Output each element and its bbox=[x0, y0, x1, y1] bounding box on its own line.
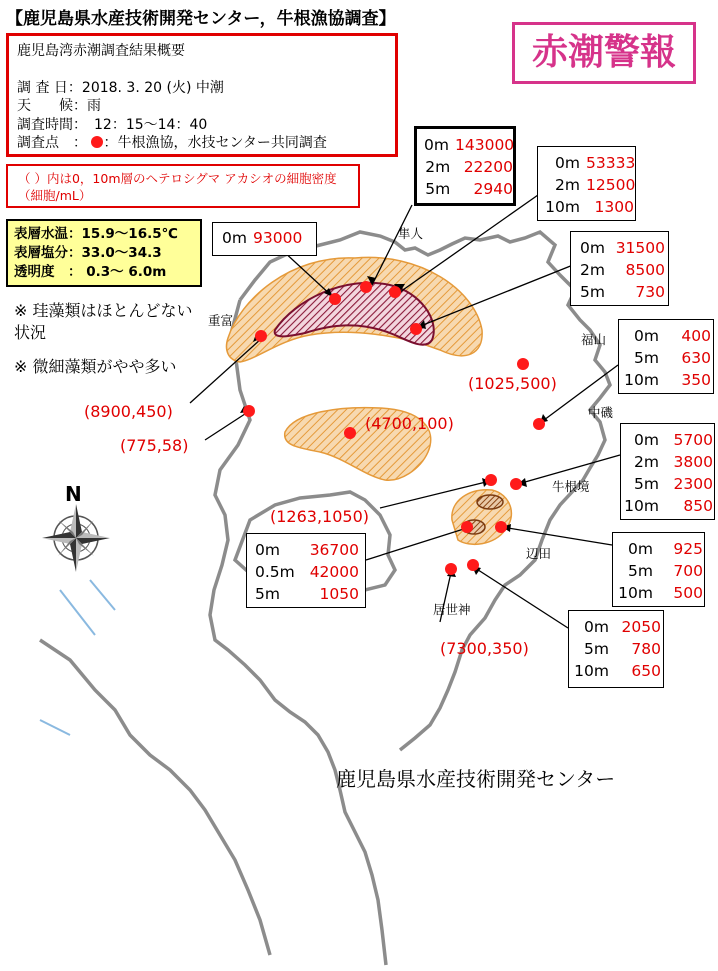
point-hayato-2 bbox=[389, 286, 401, 298]
point-koshikijin-2 bbox=[467, 559, 479, 571]
density-ushine: (1263,1050) bbox=[270, 507, 370, 526]
summary-time: 調査時間： 12：15～14：40 bbox=[17, 116, 208, 133]
point-koshikijin-1 bbox=[445, 563, 457, 575]
peninsula-west bbox=[40, 640, 270, 955]
transparency: 透明度 ： 0.3～ 6.0m bbox=[14, 264, 167, 280]
surface-temperature: 表層水温：15.9～16.5℃ bbox=[14, 226, 178, 242]
value-box-fukuyama: 0m 400 5m 630 10m 350 bbox=[618, 319, 714, 394]
point-central bbox=[344, 427, 356, 439]
density-east: (1025,500) bbox=[468, 374, 557, 393]
point-shigetomi bbox=[255, 330, 267, 342]
point-east bbox=[517, 358, 529, 370]
place-ushinezakai: 牛根境 bbox=[552, 479, 590, 494]
place-nakaiso: 中磯 bbox=[588, 405, 614, 420]
water-quality-box bbox=[6, 219, 202, 287]
place-hayato: 隼人 bbox=[398, 226, 424, 241]
point-west bbox=[243, 405, 255, 417]
center-name: 鹿児島県水産技術開発センター bbox=[336, 767, 616, 791]
value-box-sakurajima-east: 0m 36700 0.5m 42000 5m 1050 bbox=[246, 533, 366, 608]
survey-summary-box bbox=[6, 33, 398, 157]
point-nakaiso bbox=[533, 418, 545, 430]
point-north-west bbox=[329, 293, 341, 305]
value-box-koshikijin: 0m 2050 5m 780 10m 650 bbox=[568, 610, 664, 688]
red-tide-warning-badge: 赤潮警報 bbox=[512, 22, 696, 84]
remark-diatoms: ※ 珪藻類はほとんどない状況 bbox=[14, 301, 193, 342]
place-hetta: 辺田 bbox=[526, 546, 552, 561]
bloom-spot-1 bbox=[477, 495, 503, 509]
survey-point-icon bbox=[91, 136, 103, 148]
remark-microalgae: ※ 微細藻類がやや多い bbox=[14, 357, 177, 376]
value-box-hetta: 0m 925 5m 700 10m 500 bbox=[612, 532, 705, 607]
heterosigma-note: （ ）内は0，10m層のヘテロシグマ アカシオの細胞密度（細胞/mL） bbox=[6, 164, 360, 208]
point-ushine-1 bbox=[485, 474, 497, 486]
place-koshikijin: 居世神 bbox=[433, 602, 471, 617]
point-hetta bbox=[495, 521, 507, 533]
value-box-north-east-point: 0m 31500 2m 8500 5m 730 bbox=[570, 231, 669, 306]
point-se-1 bbox=[461, 521, 473, 533]
place-fukuyama: 福山 bbox=[581, 332, 607, 347]
rivers bbox=[40, 580, 115, 735]
value-box-northeast: 0m 53333 2m 12500 10m 1300 bbox=[537, 146, 636, 221]
point-north-east bbox=[410, 323, 422, 335]
summary-date: 調 査 日：2018. 3. 20 (火) 中潮 bbox=[17, 79, 224, 96]
value-box-northwest: 0m 93000 bbox=[212, 222, 317, 256]
page-title: 【鹿児島県水産技術開発センター，牛根漁協調査】 bbox=[6, 9, 396, 29]
value-box-ushinezakai: 0m 5700 2m 3800 5m 2300 10m 850 bbox=[620, 423, 715, 520]
point-ushine-2 bbox=[510, 478, 522, 490]
point-hayato-1 bbox=[360, 281, 372, 293]
summary-points: 調査点 ： ：牛根漁協，水技センター共同調査 bbox=[17, 135, 327, 151]
density-central: (4700,100) bbox=[365, 414, 454, 433]
compass-rose-icon bbox=[42, 504, 110, 572]
density-koshikijin: (7300,350) bbox=[440, 639, 529, 658]
surface-salinity: 表層塩分：33.0～34.3 bbox=[14, 245, 162, 261]
place-shigetomi: 重富 bbox=[208, 313, 234, 328]
density-west: (775,58) bbox=[120, 436, 189, 455]
summary-heading: 鹿児島湾赤潮調査結果概要 bbox=[17, 43, 185, 59]
value-box-hayato: 0m 143000 2m 22200 5m 2940 bbox=[414, 126, 516, 206]
density-shigetomi: (8900,450) bbox=[84, 402, 173, 421]
summary-weather: 天 候：雨 bbox=[17, 98, 101, 114]
compass-north-label: N bbox=[65, 482, 82, 506]
